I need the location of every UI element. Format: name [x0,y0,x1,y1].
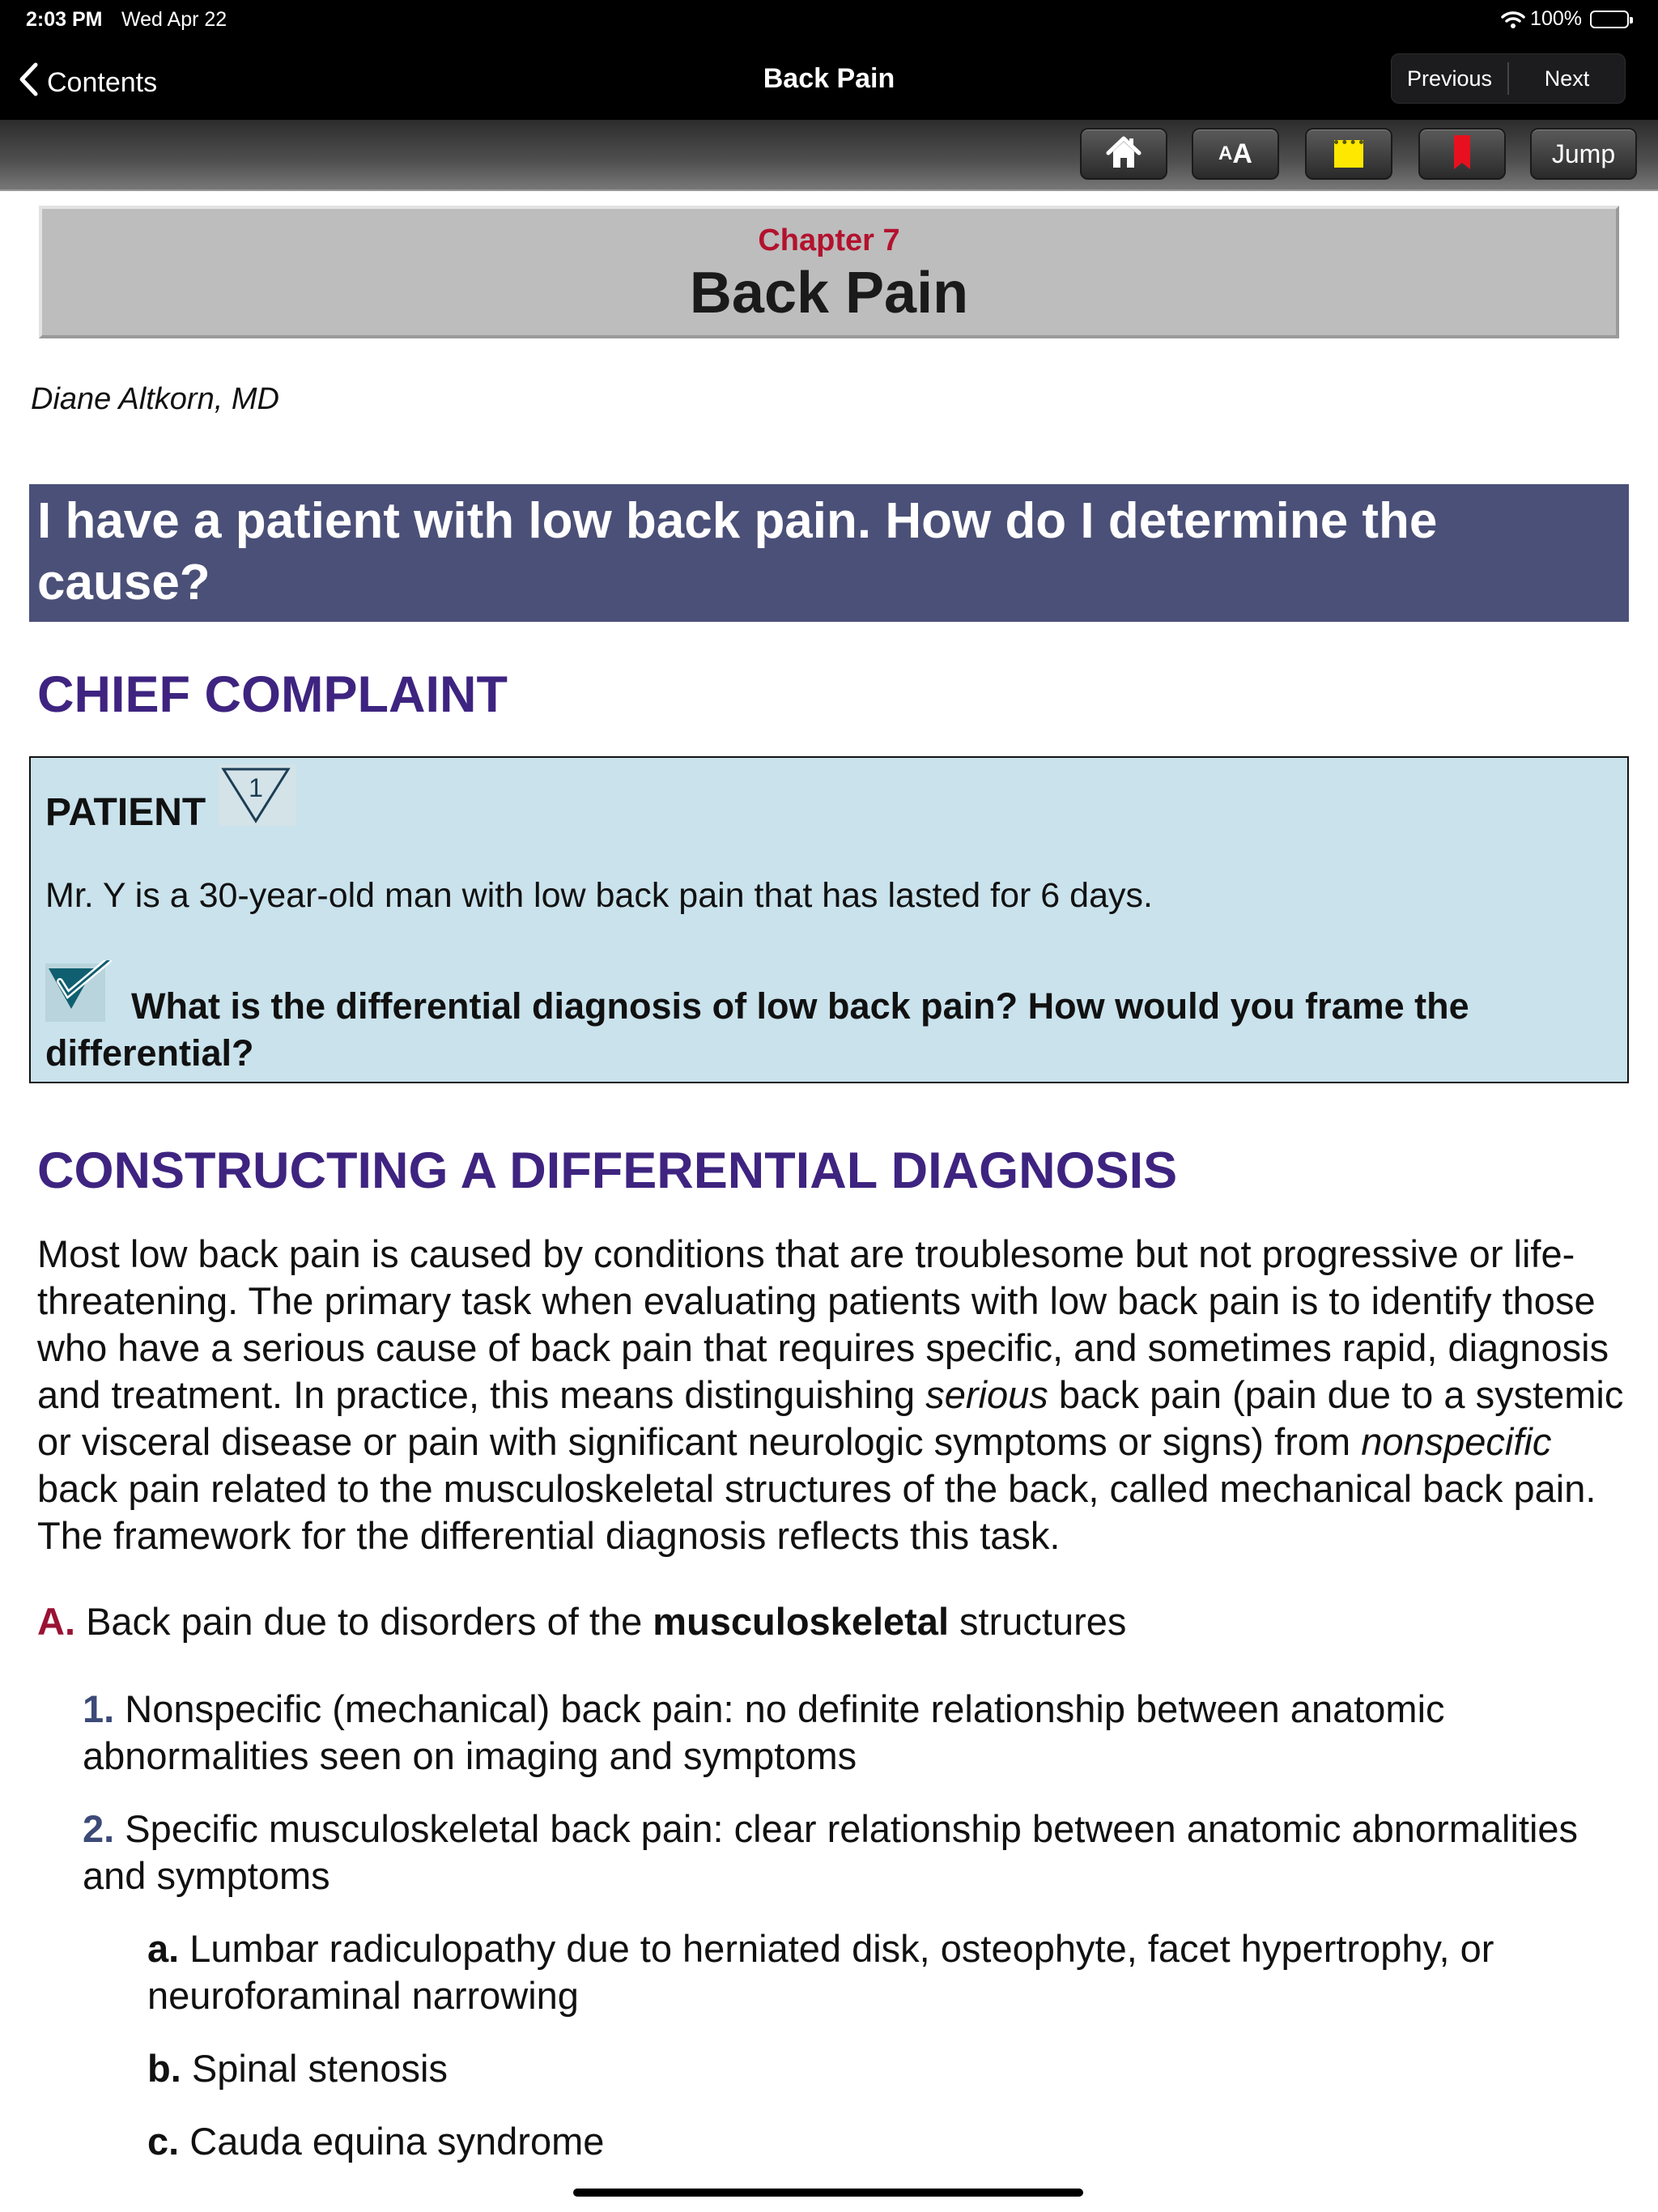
navigation-bar [0,39,1658,120]
font-size-large-glyph: A [1232,138,1252,169]
list-item-1-text: Nonspecific (mechanical) back pain: no definite relationship between anatomic abnormalities seen on imaging and symptoms [83,1687,1445,1777]
jump-button[interactable]: Jump [1530,128,1637,180]
status-bar [0,0,1658,39]
note-icon [1334,140,1363,168]
list-item-2 [83,1806,1621,1899]
list-item-1 [83,1686,1605,1780]
patient-description: Mr. Y is a 30-year-old man with low back pain that has lasted for 6 days. [45,876,1153,915]
chapter-title: Back Pain [689,261,969,325]
patient-question: What is the differential diagnosis of low back pain? How would you frame the differential? [45,985,1469,1074]
list-marker-a: A. [37,1600,75,1643]
author-name: Diane Altkorn, MD [31,382,279,416]
sublist-item-a [147,1925,1605,2019]
sublist-item-b [147,2045,1605,2092]
battery-percent: 100% [1530,7,1582,30]
patient-label: PATIENT [45,791,206,834]
font-size-button[interactable] [1192,128,1279,180]
paragraph-text-1: Most low back pain is caused by conditions that are troublesome but not progressive or life-threatening. The primary task when evaluating patients with low back pain is to identify those who have a serious cause of back pain that requires specific, and sometimes rapid, diagnosis and treatment. In practice, this means distinguishing [37,1232,1609,1416]
toolbar [0,120,1658,191]
question-banner: I have a patient with low back pain. How do I determine the cause? [29,484,1629,622]
case-number-icon[interactable] [219,764,296,826]
sublist-item-c [147,2118,1605,2165]
list-marker-2: 2. [83,1807,115,1850]
differential-heading: CONSTRUCTING A DIFFERENTIAL DIAGNOSIS [37,1142,1178,1199]
list-a-text-post: structures [949,1600,1127,1643]
paragraph-emphasis-serious: serious [925,1373,1048,1416]
bookmark-button[interactable] [1418,128,1506,180]
list-item-a [37,1599,1126,1644]
paragraph-emphasis-nonspecific: nonspecific [1361,1420,1552,1463]
list-a-text-pre: Back pain due to disorders of the [86,1600,653,1643]
paragraph-text-3: back pain related to the musculoskeletal structures of the back, called mechanical back pain. The framework for the differential diagnosis reflects this task. [37,1467,1596,1557]
home-button[interactable] [1080,128,1167,180]
prev-next-segmented-control [1391,53,1626,104]
home-icon [1105,134,1142,175]
sublist-item-c-text: Cauda equina syndrome [189,2120,605,2163]
status-indicators [1501,7,1629,31]
list-item-2-text: Specific musculoskeletal back pain: clear relationship between anatomic abnormalities and symptoms [83,1807,1579,1897]
nav-title: Back Pain [763,63,895,94]
previous-button[interactable]: Previous [1406,66,1493,91]
chapter-label: Chapter 7 [758,223,900,257]
sublist-marker-b: b. [147,2047,181,2090]
status-time: 2:03 PM [26,8,103,31]
sublist-marker-c: c. [147,2120,180,2163]
wifi-icon [1501,11,1525,28]
list-a-text-bold: musculoskeletal [653,1600,949,1643]
home-indicator[interactable] [573,2189,1083,2197]
sublist-marker-a: a. [147,1927,180,1970]
notes-button[interactable] [1305,128,1392,180]
case-number: 1 [249,773,263,802]
chief-complaint-heading: CHIEF COMPLAINT [37,666,508,723]
patient-case-box [29,756,1629,1083]
sublist-item-a-text: Lumbar radiculopathy due to herniated disk, osteophyte, facet hypertrophy, or neuroforaminal narrowing [147,1927,1494,2017]
status-date: Wed Apr 22 [121,8,227,31]
list-marker-1: 1. [83,1687,115,1730]
sublist-item-b-text: Spinal stenosis [191,2047,448,2090]
battery-icon [1590,11,1629,28]
back-button-label: Contents [47,67,158,98]
paragraph-text-2: back pain (pain due to a systemic or visceral disease or pain with significant neurologic symptoms or signs) from [37,1373,1624,1463]
bookmark-icon [1452,135,1472,173]
font-size-small-glyph: A [1218,143,1233,164]
chapter-header [39,206,1619,338]
differential-paragraph [37,1231,1624,1559]
next-button[interactable]: Next [1544,66,1590,91]
